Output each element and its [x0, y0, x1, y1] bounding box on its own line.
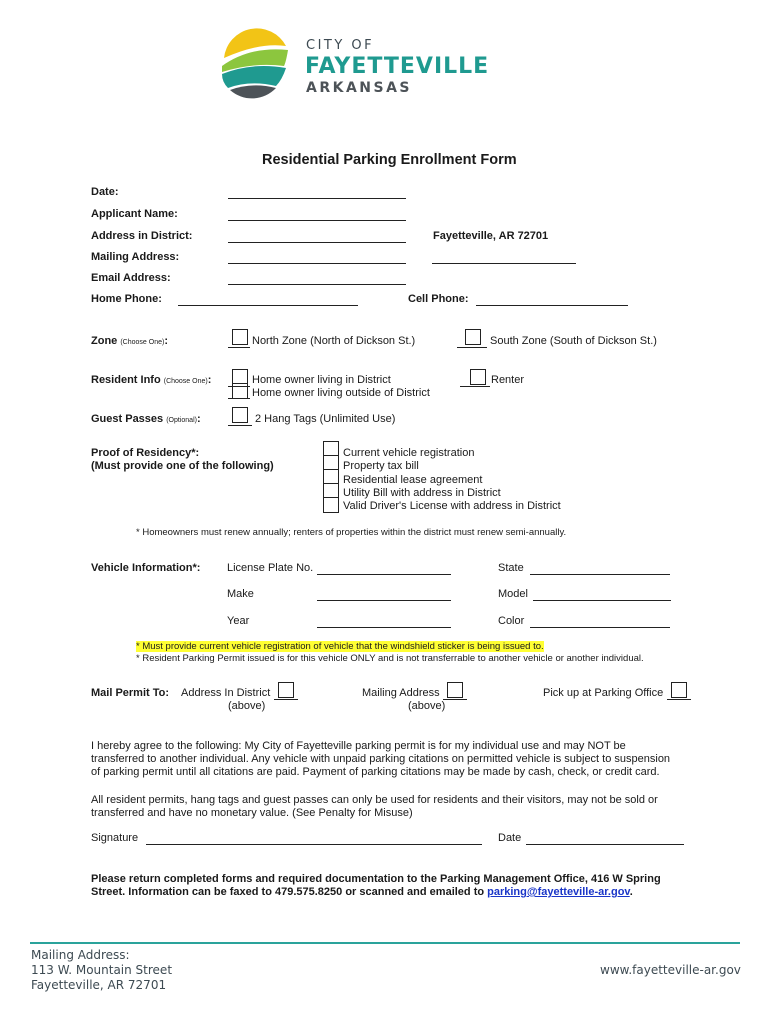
make-field[interactable]: [317, 600, 451, 601]
agreement-line-4: All resident permits, hang tags and guest passes can only be used for residents and their visitors, may not be sold or: [91, 794, 658, 806]
state-field[interactable]: [530, 574, 670, 575]
guest-passes-option-label: 2 Hang Tags (Unlimited Use): [255, 413, 396, 425]
make-label: Make: [227, 588, 254, 600]
proof-item-drivers-license: Valid Driver's License with address in District: [343, 500, 561, 512]
return-instructions-line-2: [91, 886, 633, 898]
logo-line-fayetteville: FAYETTEVILLE: [305, 54, 490, 79]
address-in-district-label: Address in District:: [91, 230, 193, 242]
signature-field[interactable]: [146, 844, 482, 845]
return-instructions-text: Street. Information can be faxed to 479.575.8250 or scanned and emailed to: [91, 886, 488, 898]
zone-colon: :: [164, 335, 168, 347]
mail-to-district-sub: (above): [228, 700, 266, 712]
mail-to-mailing-underline: [443, 699, 467, 700]
date-field[interactable]: [228, 198, 406, 199]
address-in-district-field[interactable]: [228, 242, 406, 243]
pickup-office-underline: [667, 699, 691, 700]
zone-hint: (Choose One): [120, 339, 165, 346]
mail-to-mailing-checkbox[interactable]: [447, 682, 463, 698]
date-label: Date:: [91, 186, 119, 198]
footer-divider: [30, 942, 740, 944]
logo-line-arkansas: ARKANSAS: [306, 80, 413, 96]
guest-passes-label: [91, 413, 201, 425]
resident-renter-label: Renter: [491, 374, 525, 386]
footer-mailing-label: Mailing Address:: [31, 948, 130, 962]
year-label: Year: [227, 615, 250, 627]
resident-info-label: [91, 374, 211, 386]
footer-city: Fayetteville, AR 72701: [31, 978, 167, 992]
resident-homeowner-outside-label: Home owner living outside of District: [252, 387, 430, 399]
footer-street: 113 W. Mountain Street: [31, 963, 173, 977]
guest-passes-checkbox[interactable]: [232, 407, 248, 423]
guest-passes-underline: [228, 425, 252, 426]
applicant-name-field[interactable]: [228, 220, 406, 221]
state-label: State: [498, 562, 524, 574]
agreement-line-1: I hereby agree to the following: My City of Fayetteville parking permit is for my individual use and may NOT be: [91, 740, 626, 752]
license-plate-label: License Plate No.: [227, 562, 314, 574]
mail-to-district-underline: [274, 699, 298, 700]
mail-permit-label: Mail Permit To:: [91, 687, 170, 699]
parking-email-link[interactable]: parking@fayetteville-ar.gov: [487, 886, 630, 898]
resident-renter-checkbox[interactable]: [470, 369, 486, 385]
zone-south-underline: [457, 347, 487, 348]
city-logo-emblem-icon: [220, 28, 292, 102]
proof-of-residency-instruction: (Must provide one of the following): [91, 460, 274, 472]
agreement-line-5: transferred and have no monetary value. (See Penalty for Misuse): [91, 807, 413, 819]
form-title: Residential Parking Enrollment Form: [262, 152, 517, 168]
resident-homeowner-in-district-label: Home owner living in District: [252, 374, 391, 386]
model-label: Model: [498, 588, 528, 600]
mail-to-mailing-sub: (above): [408, 700, 446, 712]
mailing-address-city-field[interactable]: [432, 263, 576, 264]
email-address-label: Email Address:: [91, 272, 171, 284]
resident-opt-underline-1: [228, 386, 250, 387]
color-field[interactable]: [530, 627, 670, 628]
agreement-line-2: transferred to another individual. Any vehicle with unpaid parking citations on permitted vehicle is subject to suspension: [91, 753, 671, 765]
logo-line-city-of: CITY OF: [306, 38, 375, 53]
cell-phone-field[interactable]: [476, 305, 628, 306]
proof-item-utility-bill: Utility Bill with address in District: [343, 487, 501, 499]
proof-drivers-license-checkbox[interactable]: [323, 497, 339, 513]
email-address-field[interactable]: [228, 284, 406, 285]
proof-item-lease: Residential lease agreement: [343, 474, 483, 486]
proof-of-residency-label: Proof of Residency*:: [91, 447, 200, 459]
mailing-address-label: Mailing Address:: [91, 251, 180, 263]
city-logo: [220, 28, 490, 104]
renter-underline: [460, 386, 490, 387]
guest-passes-label-text: Guest Passes: [91, 413, 164, 425]
non-transferable-note: * Resident Parking Permit issued is for this vehicle ONLY and is not transferrable to another vehicle or another individual.: [136, 653, 644, 664]
vehicle-information-label: Vehicle Information*:: [91, 562, 201, 574]
resident-info-label-text: Resident Info: [91, 374, 161, 386]
proof-item-property-tax: Property tax bill: [343, 460, 419, 472]
footer-website: www.fayetteville-ar.gov: [600, 963, 741, 977]
mail-to-mailing-label: Mailing Address: [362, 687, 440, 699]
home-phone-field[interactable]: [178, 305, 358, 306]
applicant-name-label: Applicant Name:: [91, 208, 178, 220]
cell-phone-label: Cell Phone:: [408, 293, 469, 305]
model-field[interactable]: [533, 600, 671, 601]
signature-date-field[interactable]: [526, 844, 684, 845]
pickup-office-checkbox[interactable]: [671, 682, 687, 698]
zone-south-label: South Zone (South of Dickson St.): [490, 335, 657, 347]
signature-date-label: Date: [498, 832, 522, 844]
agreement-line-3: of parking permit until all citations are paid. Payment of parking citations may be made by cash, check, or credit card.: [91, 766, 660, 778]
city-state-zip: Fayetteville, AR 72701: [433, 230, 549, 242]
resident-info-hint: (Choose One): [163, 378, 208, 385]
zone-north-underline: [228, 347, 250, 348]
year-field[interactable]: [317, 627, 451, 628]
zone-south-checkbox[interactable]: [465, 329, 481, 345]
zone-north-checkbox[interactable]: [232, 329, 248, 345]
guest-passes-colon: :: [196, 413, 201, 425]
return-instructions-line-1: Please return completed forms and required documentation to the Parking Management Office, 416 W Spring: [91, 873, 661, 885]
mail-to-district-label: Address In District: [181, 687, 271, 699]
proof-item-vehicle-registration: Current vehicle registration: [343, 447, 475, 459]
color-label: Color: [498, 615, 525, 627]
home-phone-label: Home Phone:: [91, 293, 162, 305]
registration-required-note: * Must provide current vehicle registration of vehicle that the windshield sticker is being issued to.: [136, 641, 544, 652]
zone-label-text: Zone: [91, 335, 118, 347]
guest-passes-hint: (Optional): [166, 417, 197, 424]
renewal-note: * Homeowners must renew annually; renters of properties within the district must renew semi-annually.: [136, 527, 567, 538]
resident-info-colon: :: [207, 374, 212, 386]
zone-north-label: North Zone (North of Dickson St.): [252, 335, 416, 347]
mailing-address-field[interactable]: [228, 263, 406, 264]
signature-label: Signature: [91, 832, 139, 844]
return-instructions-period: .: [629, 886, 633, 898]
license-plate-field[interactable]: [317, 574, 451, 575]
resident-opt-underline-2: [228, 398, 250, 399]
zone-label: [91, 335, 168, 347]
pickup-office-label: Pick up at Parking Office: [543, 687, 664, 699]
mail-to-district-checkbox[interactable]: [278, 682, 294, 698]
